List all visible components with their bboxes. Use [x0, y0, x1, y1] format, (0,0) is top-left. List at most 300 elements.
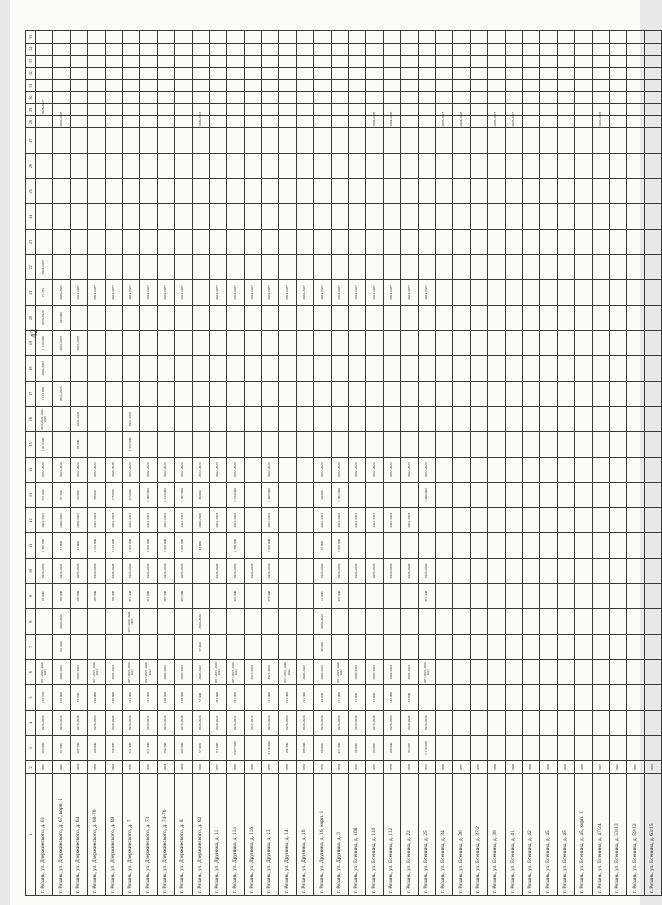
value-cell	[122, 128, 139, 153]
value-cell	[609, 356, 626, 381]
value-cell	[331, 153, 348, 178]
value-cell	[435, 634, 452, 659]
value-cell: 2017-2019, 2020-2022	[331, 660, 348, 685]
value-cell	[592, 660, 609, 685]
value-cell	[522, 116, 539, 128]
value-cell: 30 000	[88, 482, 105, 507]
value-cell	[175, 331, 192, 356]
table-row	[401, 31, 418, 896]
value-cell: 2024-2026	[383, 116, 400, 128]
value-cell	[331, 609, 348, 634]
value-cell	[644, 79, 661, 91]
value-cell: 2022-2023	[157, 457, 174, 482]
year-cell: 1960	[505, 761, 522, 774]
value-cell	[557, 634, 574, 659]
value-cell	[401, 128, 418, 153]
column-number: 16	[26, 406, 36, 431]
value-cell: 2020-2020	[314, 710, 331, 735]
year-cell: 1964	[157, 761, 174, 774]
value-cell: 2024-2027	[70, 280, 87, 305]
value-cell	[105, 634, 122, 659]
value-cell	[157, 255, 174, 280]
value-cell	[592, 305, 609, 330]
value-cell	[609, 482, 626, 507]
value-cell: 2020-2020	[122, 710, 139, 735]
value-cell	[435, 381, 452, 406]
value-cell	[575, 609, 592, 634]
year-cell: 1959	[470, 761, 487, 774]
value-cell	[505, 634, 522, 659]
value-cell	[627, 584, 644, 609]
value-cell	[418, 356, 435, 381]
value-cell	[192, 280, 209, 305]
value-cell: 2020-2022	[227, 710, 244, 735]
value-cell	[453, 331, 470, 356]
value-cell	[314, 67, 331, 79]
column-number: 6	[26, 660, 36, 685]
value-cell	[401, 432, 418, 457]
value-cell	[227, 43, 244, 55]
value-cell	[627, 710, 644, 735]
value-cell	[609, 128, 626, 153]
value-cell	[105, 609, 122, 634]
value-cell	[522, 356, 539, 381]
value-cell	[540, 55, 557, 67]
value-cell	[592, 31, 609, 44]
value-cell	[122, 305, 139, 330]
value-cell	[175, 305, 192, 330]
value-cell	[105, 381, 122, 406]
table-row	[227, 31, 244, 896]
value-cell: 2022-2023	[262, 508, 279, 533]
value-cell	[366, 533, 383, 558]
value-cell	[175, 609, 192, 634]
value-cell	[105, 204, 122, 229]
address-cell: г. Рязань, ул. Друнина, д. 16, корп. 1	[314, 774, 331, 896]
value-cell	[227, 634, 244, 659]
value-cell	[470, 356, 487, 381]
value-cell: 1 607 000	[122, 533, 139, 558]
value-cell	[279, 356, 296, 381]
value-cell	[209, 609, 226, 634]
column-number: 11	[26, 533, 36, 558]
value-cell	[557, 153, 574, 178]
value-cell	[575, 584, 592, 609]
value-cell	[540, 280, 557, 305]
value-cell	[470, 229, 487, 254]
value-cell	[522, 406, 539, 431]
value-cell: 2022-2023	[349, 457, 366, 482]
value-cell: 2024-2027	[36, 255, 53, 280]
value-cell	[331, 31, 348, 44]
value-cell	[279, 482, 296, 507]
value-cell	[349, 634, 366, 659]
value-cell	[331, 104, 348, 116]
value-cell: 2020-2022	[53, 609, 70, 634]
value-cell	[627, 204, 644, 229]
value-cell	[262, 229, 279, 254]
value-cell	[505, 482, 522, 507]
value-cell: 2026-2027	[488, 116, 505, 128]
value-cell	[540, 229, 557, 254]
value-cell: 103 000	[53, 305, 70, 330]
value-cell	[262, 255, 279, 280]
value-cell	[296, 153, 313, 178]
value-cell	[366, 432, 383, 457]
value-cell: 372 000	[122, 584, 139, 609]
value-cell	[279, 255, 296, 280]
value-cell	[349, 356, 366, 381]
value-cell	[88, 406, 105, 431]
value-cell: 2020-2020	[53, 710, 70, 735]
value-cell: 2022-2023	[175, 508, 192, 533]
value-cell	[505, 229, 522, 254]
value-cell	[401, 153, 418, 178]
value-cell	[540, 92, 557, 104]
value-cell	[505, 67, 522, 79]
address-cell: г. Рязань, ул. Друнина, д. 13	[262, 774, 279, 896]
value-cell	[383, 482, 400, 507]
value-cell	[209, 204, 226, 229]
value-cell	[366, 331, 383, 356]
value-cell	[53, 92, 70, 104]
value-cell	[366, 584, 383, 609]
value-cell	[540, 331, 557, 356]
value-cell	[627, 558, 644, 583]
value-cell	[279, 31, 296, 44]
year-cell: 1958	[279, 761, 296, 774]
value-cell	[488, 584, 505, 609]
value-cell	[366, 255, 383, 280]
value-cell	[105, 356, 122, 381]
value-cell	[540, 406, 557, 431]
value-cell: 2020-2020	[314, 558, 331, 583]
value-cell	[453, 634, 470, 659]
value-cell: 2026-2027	[435, 116, 452, 128]
value-cell	[209, 432, 226, 457]
value-cell: 2020-2020	[209, 558, 226, 583]
value-cell	[505, 609, 522, 634]
table-row	[627, 31, 644, 896]
value-cell	[314, 305, 331, 330]
value-cell	[470, 508, 487, 533]
value-cell: 2020-2020	[366, 710, 383, 735]
value-cell: 154 000	[105, 736, 122, 761]
value-cell	[557, 43, 574, 55]
value-cell: 2020-2022	[296, 660, 313, 685]
value-cell	[505, 432, 522, 457]
value-cell	[453, 43, 470, 55]
value-cell	[140, 331, 157, 356]
value-cell	[575, 356, 592, 381]
value-cell	[522, 79, 539, 91]
value-cell	[644, 710, 661, 735]
value-cell: 2020-2020	[383, 710, 400, 735]
value-cell	[262, 381, 279, 406]
value-cell	[262, 204, 279, 229]
value-cell	[383, 305, 400, 330]
value-cell: 37 200	[401, 736, 418, 761]
value-cell	[140, 55, 157, 67]
table-row	[262, 31, 279, 896]
value-cell	[575, 255, 592, 280]
value-cell	[575, 43, 592, 55]
value-cell: 2022-2023	[331, 457, 348, 482]
value-cell	[140, 153, 157, 178]
value-cell: 231 000	[227, 685, 244, 710]
value-cell	[609, 43, 626, 55]
value-cell	[262, 305, 279, 330]
value-cell	[105, 43, 122, 55]
value-cell	[105, 255, 122, 280]
value-cell	[296, 229, 313, 254]
value-cell	[418, 179, 435, 204]
value-cell	[209, 104, 226, 116]
rotated-table-area	[25, 30, 655, 896]
value-cell: 2020-2022	[70, 660, 87, 685]
value-cell	[453, 356, 470, 381]
value-cell: 2017-2019, 2020-2022	[209, 660, 226, 685]
value-cell	[470, 92, 487, 104]
value-cell	[296, 609, 313, 634]
value-cell	[540, 482, 557, 507]
value-cell	[70, 104, 87, 116]
table-row	[383, 31, 400, 896]
table-row	[157, 31, 174, 896]
value-cell: 1 299 000	[227, 533, 244, 558]
value-cell	[157, 305, 174, 330]
value-cell	[296, 43, 313, 55]
value-cell	[488, 736, 505, 761]
value-cell: 2020-2020	[262, 558, 279, 583]
value-cell	[401, 533, 418, 558]
value-cell	[627, 31, 644, 44]
value-cell	[209, 153, 226, 178]
value-cell	[401, 609, 418, 634]
value-cell	[522, 609, 539, 634]
value-cell	[244, 43, 261, 55]
value-cell	[522, 533, 539, 558]
value-cell: 96 000	[366, 736, 383, 761]
value-cell	[418, 104, 435, 116]
value-cell	[644, 179, 661, 204]
value-cell	[609, 584, 626, 609]
year-cell: 1957	[209, 761, 226, 774]
value-cell	[609, 204, 626, 229]
value-cell	[470, 104, 487, 116]
value-cell	[383, 255, 400, 280]
value-cell	[470, 116, 487, 128]
value-cell	[644, 128, 661, 153]
value-cell: 2020-2020	[140, 558, 157, 583]
address-cell: г. Рязань, ул. Есенина, д. 59/12	[627, 774, 644, 896]
value-cell	[470, 736, 487, 761]
value-cell	[401, 482, 418, 507]
value-cell	[314, 381, 331, 406]
value-cell	[644, 104, 661, 116]
value-cell	[470, 584, 487, 609]
value-cell	[157, 104, 174, 116]
value-cell	[296, 584, 313, 609]
value-cell	[505, 92, 522, 104]
value-cell: 2020-2020	[192, 710, 209, 735]
value-cell	[627, 128, 644, 153]
value-cell: 57 400	[192, 685, 209, 710]
value-cell: 2020-2025	[53, 280, 70, 305]
value-cell	[470, 204, 487, 229]
value-cell	[296, 508, 313, 533]
value-cell	[175, 79, 192, 91]
table-row	[418, 31, 435, 896]
value-cell	[227, 153, 244, 178]
value-cell	[627, 609, 644, 634]
value-cell	[262, 634, 279, 659]
value-cell	[453, 381, 470, 406]
value-cell	[244, 331, 261, 356]
year-cell: 1962	[644, 761, 661, 774]
value-cell	[470, 331, 487, 356]
value-cell	[592, 128, 609, 153]
value-cell	[488, 406, 505, 431]
year-cell: 1958	[296, 761, 313, 774]
address-cell: г. Рязань, ул. Друнина, д. 11а	[227, 774, 244, 896]
value-cell	[627, 508, 644, 533]
year-cell: 1959	[262, 761, 279, 774]
value-cell	[366, 406, 383, 431]
year-cell: 1956	[122, 761, 139, 774]
value-cell: 96 000	[70, 432, 87, 457]
value-cell	[209, 356, 226, 381]
value-cell	[453, 153, 470, 178]
value-cell	[88, 305, 105, 330]
value-cell	[522, 153, 539, 178]
value-cell: 2020-2022	[209, 710, 226, 735]
value-cell: 2024-2027	[366, 280, 383, 305]
value-cell	[522, 229, 539, 254]
value-cell	[279, 128, 296, 153]
value-cell: 2022-2025	[53, 381, 70, 406]
address-cell: г. Рязань, ул. Друнина, д. 11	[209, 774, 226, 896]
value-cell	[244, 584, 261, 609]
value-cell: 57 400	[192, 736, 209, 761]
address-cell: г. Рязань, ул. Есенина, д. 37/2	[470, 774, 487, 896]
value-cell: 1 607 000	[140, 533, 157, 558]
value-cell	[175, 381, 192, 406]
column-number: 9	[26, 584, 36, 609]
value-cell	[592, 634, 609, 659]
value-cell	[609, 457, 626, 482]
value-cell	[557, 584, 574, 609]
value-cell	[557, 79, 574, 91]
value-cell: 163 000	[53, 584, 70, 609]
value-cell	[435, 558, 452, 583]
value-cell	[557, 432, 574, 457]
value-cell	[88, 331, 105, 356]
value-cell	[627, 67, 644, 79]
value-cell	[227, 179, 244, 204]
value-cell	[488, 43, 505, 55]
value-cell: 32 000	[314, 533, 331, 558]
value-cell	[592, 153, 609, 178]
value-cell	[244, 79, 261, 91]
table-row	[53, 31, 70, 896]
value-cell: 372 000	[418, 584, 435, 609]
value-cell	[192, 67, 209, 79]
value-cell	[488, 356, 505, 381]
value-cell	[470, 406, 487, 431]
value-cell	[592, 255, 609, 280]
value-cell: 2020-2020	[105, 710, 122, 735]
value-cell	[279, 508, 296, 533]
value-cell	[609, 92, 626, 104]
column-number: 2	[26, 761, 36, 774]
value-cell	[401, 43, 418, 55]
value-cell	[401, 79, 418, 91]
value-cell	[488, 457, 505, 482]
value-cell	[575, 685, 592, 710]
value-cell	[70, 55, 87, 67]
address-cell: г. Рязань, ул. Есенина, д. 63/15	[644, 774, 661, 896]
value-cell	[435, 43, 452, 55]
value-cell	[122, 634, 139, 659]
value-cell	[453, 55, 470, 67]
value-cell: 1 607 000	[262, 533, 279, 558]
value-cell	[296, 128, 313, 153]
value-cell	[262, 31, 279, 44]
table-row	[575, 31, 592, 896]
value-cell	[592, 710, 609, 735]
value-cell	[488, 609, 505, 634]
value-cell: 2026-2028	[105, 558, 122, 583]
value-cell	[383, 356, 400, 381]
value-cell	[140, 116, 157, 128]
value-cell: 2024-2026	[366, 116, 383, 128]
value-cell	[540, 43, 557, 55]
value-cell	[366, 609, 383, 634]
value-cell: 1 152 000	[105, 533, 122, 558]
value-cell	[175, 128, 192, 153]
value-cell: 2020-2020	[366, 558, 383, 583]
value-cell	[122, 381, 139, 406]
value-cell	[453, 482, 470, 507]
value-cell: 2017-2019, 2020-2022	[279, 660, 296, 685]
value-cell	[557, 67, 574, 79]
value-cell	[522, 660, 539, 685]
value-cell	[453, 710, 470, 735]
value-cell	[244, 685, 261, 710]
value-cell	[435, 67, 452, 79]
value-cell	[105, 305, 122, 330]
value-cell	[540, 67, 557, 79]
value-cell	[296, 406, 313, 431]
value-cell	[53, 255, 70, 280]
value-cell	[244, 255, 261, 280]
value-cell	[70, 634, 87, 659]
value-cell	[540, 736, 557, 761]
value-cell	[592, 406, 609, 431]
value-cell: 1 409 000	[418, 482, 435, 507]
column-number: 24	[26, 204, 36, 229]
value-cell	[262, 331, 279, 356]
value-cell	[540, 660, 557, 685]
value-cell	[175, 55, 192, 67]
value-cell: 271 000	[36, 482, 53, 507]
value-cell: 3 119 000	[262, 736, 279, 761]
value-cell: 2020-2020	[70, 710, 87, 735]
column-number: 30	[26, 92, 36, 104]
value-cell: 2020-2022	[70, 508, 87, 533]
value-cell	[505, 356, 522, 381]
